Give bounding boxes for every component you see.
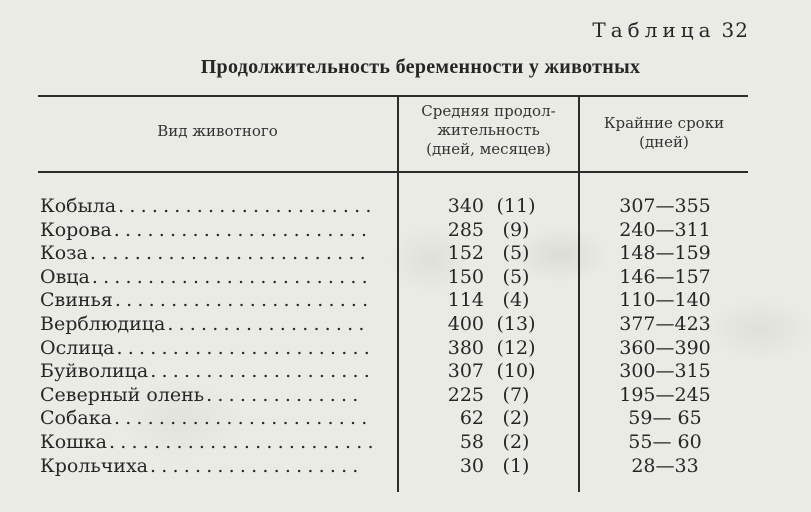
top-rule [38,95,748,97]
header-average-line-3: (дней, месяцев) [426,140,551,158]
animal-cell [40,266,390,290]
animal-name: Свинья [40,289,113,312]
table-title: Продолжительность беременности у животных [200,56,641,78]
leader-dots: ....................... [114,289,374,312]
animal-cell [40,219,390,243]
average-days: 114 [447,289,484,312]
table-row [0,360,811,384]
leader-dots: ........................ [109,430,379,453]
average-months: (5) [502,242,530,265]
animal-name: Овца [40,265,90,288]
animal-name: Кошка [40,430,108,453]
range-days: 55— 60 [628,430,702,453]
header-average-line-2: жительность [437,121,540,139]
leader-dots: .................... [150,360,376,383]
average-months: (2) [502,430,530,453]
header-range-line-2: (дней) [639,133,689,151]
animal-cell [40,407,390,431]
header-range [580,114,748,152]
animal-cell [40,337,390,361]
animal-name: Собака [40,407,112,430]
leader-dots: ....................... [113,407,373,430]
animal-cell [40,195,390,219]
average-months: (13) [496,312,536,335]
animal-name: Корова [40,218,112,241]
average-months: (7) [502,383,530,406]
header-average-line-1: Средняя продол- [421,102,556,120]
average-months: (4) [502,289,530,312]
range-days: 300—315 [619,360,711,383]
header-range-line-1: Крайние сроки [603,114,725,132]
table-row [0,289,811,313]
average-days: 58 [459,430,484,453]
animal-name: Кобыла [40,195,117,217]
range-days: 195—245 [619,383,711,406]
average-days: 380 [447,336,484,359]
average-days: 225 [447,383,484,406]
animal-cell [40,313,390,337]
range-days: 28—33 [631,454,699,477]
table-row [0,195,811,219]
animal-name: Крольчиха [40,454,148,477]
leader-dots: ......................... [89,242,371,265]
leader-dots: ................... [150,454,364,477]
leader-dots: ....................... [118,195,377,217]
average-days: 285 [447,218,484,241]
average-days: 340 [447,195,484,217]
range-days: 110—140 [619,289,711,312]
table-row [0,455,811,479]
table-row [0,313,811,337]
average-months: (11) [496,195,536,217]
leader-dots: ......................... [91,265,373,288]
animal-name: Северный олень [40,383,205,406]
average-days: 62 [459,407,484,430]
header-average [399,102,578,159]
animal-cell [40,360,390,384]
leader-dots: .............. [206,383,364,406]
range-days: 360—390 [619,336,711,359]
table-row [0,266,811,290]
animal-cell [40,431,390,455]
animal-cell [40,242,390,266]
average-days: 307 [447,360,484,383]
table-number-value: 32 [721,18,749,42]
average-months: (5) [502,265,530,288]
average-months: (12) [496,336,536,359]
animal-name: Коза [40,242,88,265]
average-months: (9) [502,218,530,241]
range-days: 59— 65 [628,407,702,430]
animal-name: Буйволица [40,360,149,383]
average-months: (2) [502,407,530,430]
table-body [0,195,811,478]
table-row [0,337,811,361]
animal-cell [40,384,390,408]
average-months: (10) [496,360,536,383]
average-days: 152 [447,242,484,265]
table-row [0,407,811,431]
average-days: 150 [447,265,484,288]
leader-dots: ....................... [113,218,373,241]
table-row [0,384,811,408]
range-days: 146—157 [619,265,711,288]
animal-name: Ослица [40,336,115,359]
range-days: 240—311 [619,218,711,241]
animal-name: Верблюдица [40,312,166,335]
leader-dots: .................. [167,312,370,335]
header-animal: Вид животного [157,122,278,140]
table-row [0,219,811,243]
table-row [0,242,811,266]
table-row [0,431,811,455]
range-days: 148—159 [619,242,711,265]
range-days: 377—423 [619,312,711,335]
average-days: 30 [459,454,484,477]
leader-dots: ....................... [116,336,376,359]
range-days: 307—355 [619,195,711,217]
table-number [592,18,749,42]
average-days: 400 [447,312,484,335]
animal-cell [40,289,390,313]
average-months: (1) [502,454,530,477]
header-rule [38,171,748,173]
table-label: Таблица [592,18,716,42]
animal-cell [40,455,390,479]
